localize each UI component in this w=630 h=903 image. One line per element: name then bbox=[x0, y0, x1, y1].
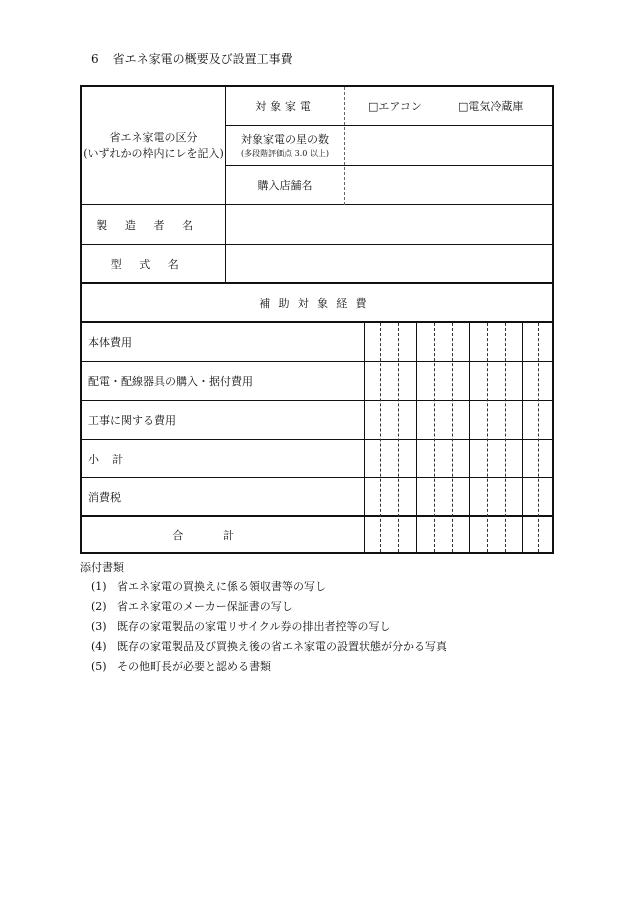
subtotal-label: 小計 bbox=[88, 452, 137, 466]
wiring-cost-label: 配電・配線器具の購入・据付費用 bbox=[88, 375, 253, 388]
attachments-list bbox=[91, 577, 447, 677]
category-label: 省エネ家電の区分 bbox=[109, 130, 198, 144]
store-input[interactable] bbox=[345, 166, 552, 204]
subtotal-amount[interactable] bbox=[365, 440, 552, 477]
model-input[interactable] bbox=[226, 245, 552, 282]
list-item: (1) 省エネ家電の買換えに係る領収書等の写し bbox=[91, 580, 326, 593]
tax-amount[interactable] bbox=[365, 478, 552, 515]
target-appliance-label: 対象家電 bbox=[255, 100, 315, 113]
list-item: (5) その他町長が必要と認める書類 bbox=[91, 660, 271, 673]
section-heading bbox=[91, 50, 293, 67]
category-cell bbox=[82, 87, 225, 204]
maker-input[interactable] bbox=[226, 205, 552, 244]
stars-label: 対象家電の星の数 bbox=[241, 132, 329, 146]
category-note: (いずれかの枠内にレを記入) bbox=[83, 146, 224, 160]
total-amount[interactable] bbox=[365, 517, 552, 552]
list-item: (2) 省エネ家電のメーカー保証書の写し bbox=[91, 600, 293, 613]
list-item: (4) 既存の家電製品及び買換え後の省エネ家電の設置状態が分かる写真 bbox=[91, 640, 447, 653]
total-label: 合計 bbox=[172, 528, 274, 542]
tax-label: 消費税 bbox=[88, 490, 121, 504]
stars-input[interactable] bbox=[345, 126, 552, 165]
body-cost-amount[interactable] bbox=[365, 323, 552, 361]
wiring-cost-amount[interactable] bbox=[365, 362, 552, 400]
fridge-checkbox[interactable]: □電気冷蔵庫 bbox=[458, 100, 524, 113]
stars-note: (多段階評価点 3.0 以上) bbox=[240, 148, 330, 158]
stars-cell bbox=[226, 126, 344, 165]
attachments-title: 添付書類 bbox=[80, 561, 124, 574]
section-title: 省エネ家電の概要及び設置工事費 bbox=[112, 52, 293, 66]
section-number: 6 bbox=[91, 52, 99, 66]
work-cost-amount[interactable] bbox=[365, 401, 552, 439]
expense-header: 補助対象経費 bbox=[259, 296, 375, 310]
store-label: 購入店舗名 bbox=[257, 179, 313, 192]
list-item: (3) 既存の家電製品の家電リサイクル券の排出者控等の写し bbox=[91, 620, 391, 633]
appliance-form-table bbox=[80, 85, 554, 554]
maker-label: 製造者名 bbox=[96, 218, 211, 232]
aircon-checkbox[interactable]: □エアコン bbox=[368, 100, 422, 113]
work-cost-label: 工事に関する費用 bbox=[88, 414, 176, 427]
body-cost-label: 本体費用 bbox=[88, 336, 132, 349]
model-label: 型式名 bbox=[110, 257, 197, 271]
